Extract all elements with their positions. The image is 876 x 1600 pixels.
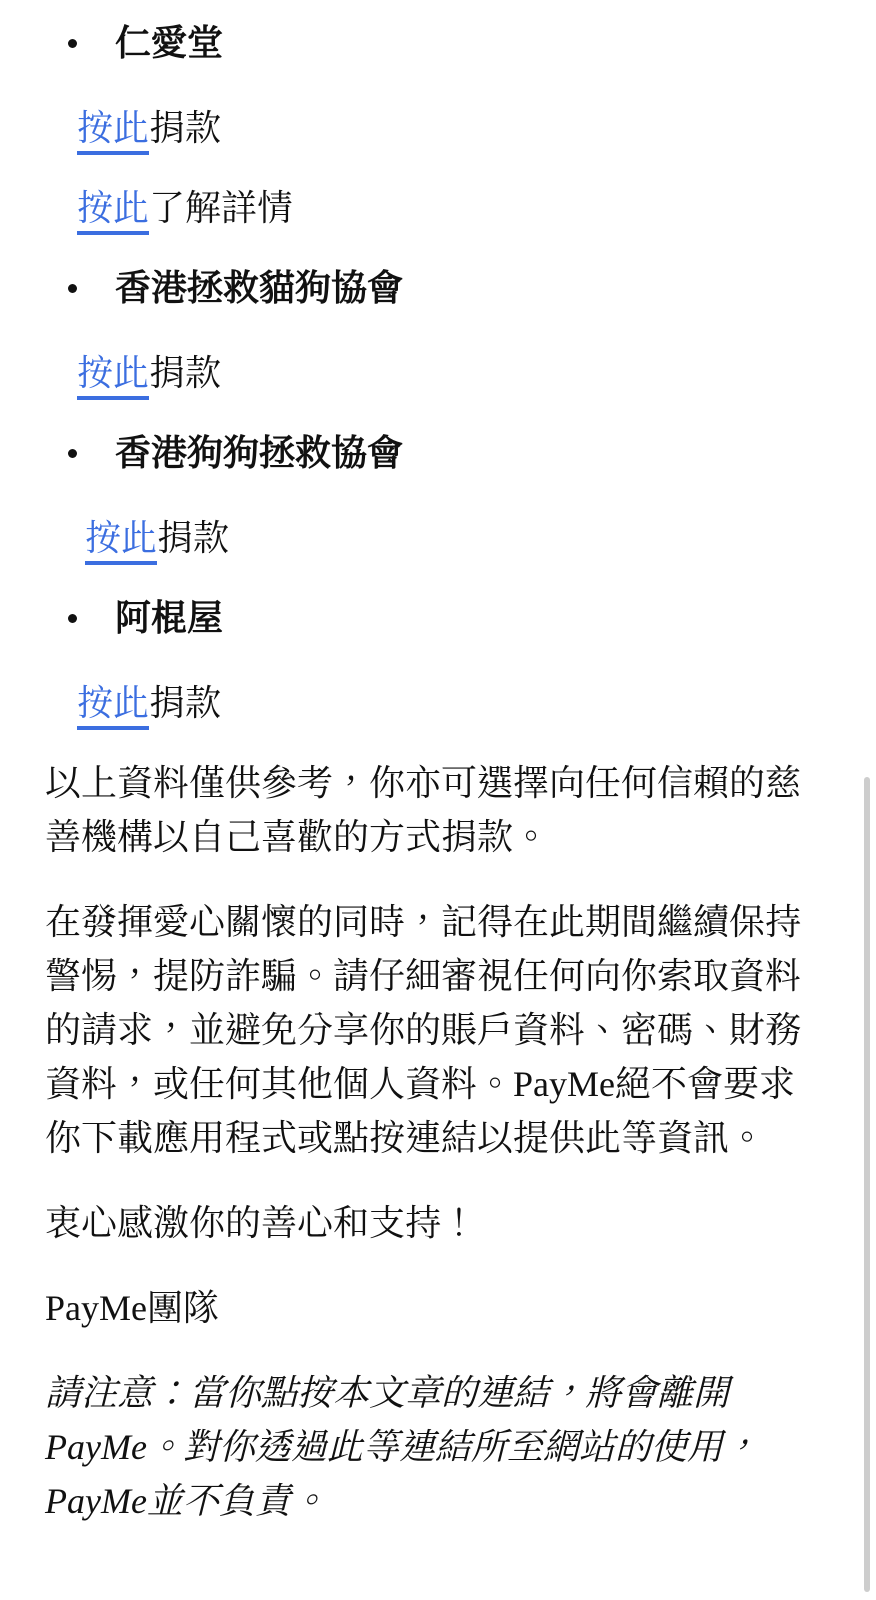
charity-item [45,16,830,70]
donate-link[interactable]: 按此 [77,683,149,730]
donate-link[interactable]: 按此 [85,518,157,565]
details-link-line [77,181,830,235]
scrollbar-thumb[interactable] [864,777,870,1592]
donate-link-line [77,676,830,730]
link-suffix: 捐款 [149,683,222,723]
external-link-notice: 請注意：當你點按本文章的連結，將會離開PayMe。對你透過此等連結所至網站的使用，PayMe並不負責。 [45,1373,759,1521]
disclaimer-paragraph: 以上資料僅供參考，你亦可選擇向任何信賴的慈善機構以自己喜歡的方式捐款。 [45,763,802,857]
charity-name: 阿棍屋 [115,598,224,638]
signature-paragraph: PayMe團隊 [45,1288,219,1328]
donate-link-line [77,346,830,400]
bullet-icon [68,449,77,458]
charity-name: 仁愛堂 [115,23,224,63]
link-suffix: 了解詳情 [149,188,294,228]
bullet-icon [68,284,77,293]
security-reminder-paragraph: 在發揮愛心關懷的同時，記得在此期間繼續保持警惕，提防詐騙。請仔細審視任何向你索取資料的請求，並避免分享你的賬戶資料、密碼、財務資料，或任何其他個人資料。PayMe絕不會要求你下載應用程式或點按連結以提供此等資訊。 [45,902,802,1158]
charity-name: 香港拯救貓狗協會 [115,268,404,308]
details-link[interactable]: 按此 [77,188,149,235]
link-suffix: 捐款 [157,518,230,558]
bullet-icon [68,614,77,623]
donate-link-line [77,101,830,155]
thanks-paragraph: 衷心感激你的善心和支持！ [45,1203,478,1243]
charity-name: 香港狗狗拯救協會 [115,433,404,473]
charity-item [45,426,830,480]
link-suffix: 捐款 [149,108,222,148]
donate-link[interactable]: 按此 [77,353,149,400]
donate-link[interactable]: 按此 [77,108,149,155]
bullet-icon [68,39,77,48]
charity-item [45,591,830,645]
charity-item [45,261,830,315]
link-suffix: 捐款 [149,353,222,393]
donate-link-line [85,511,830,565]
